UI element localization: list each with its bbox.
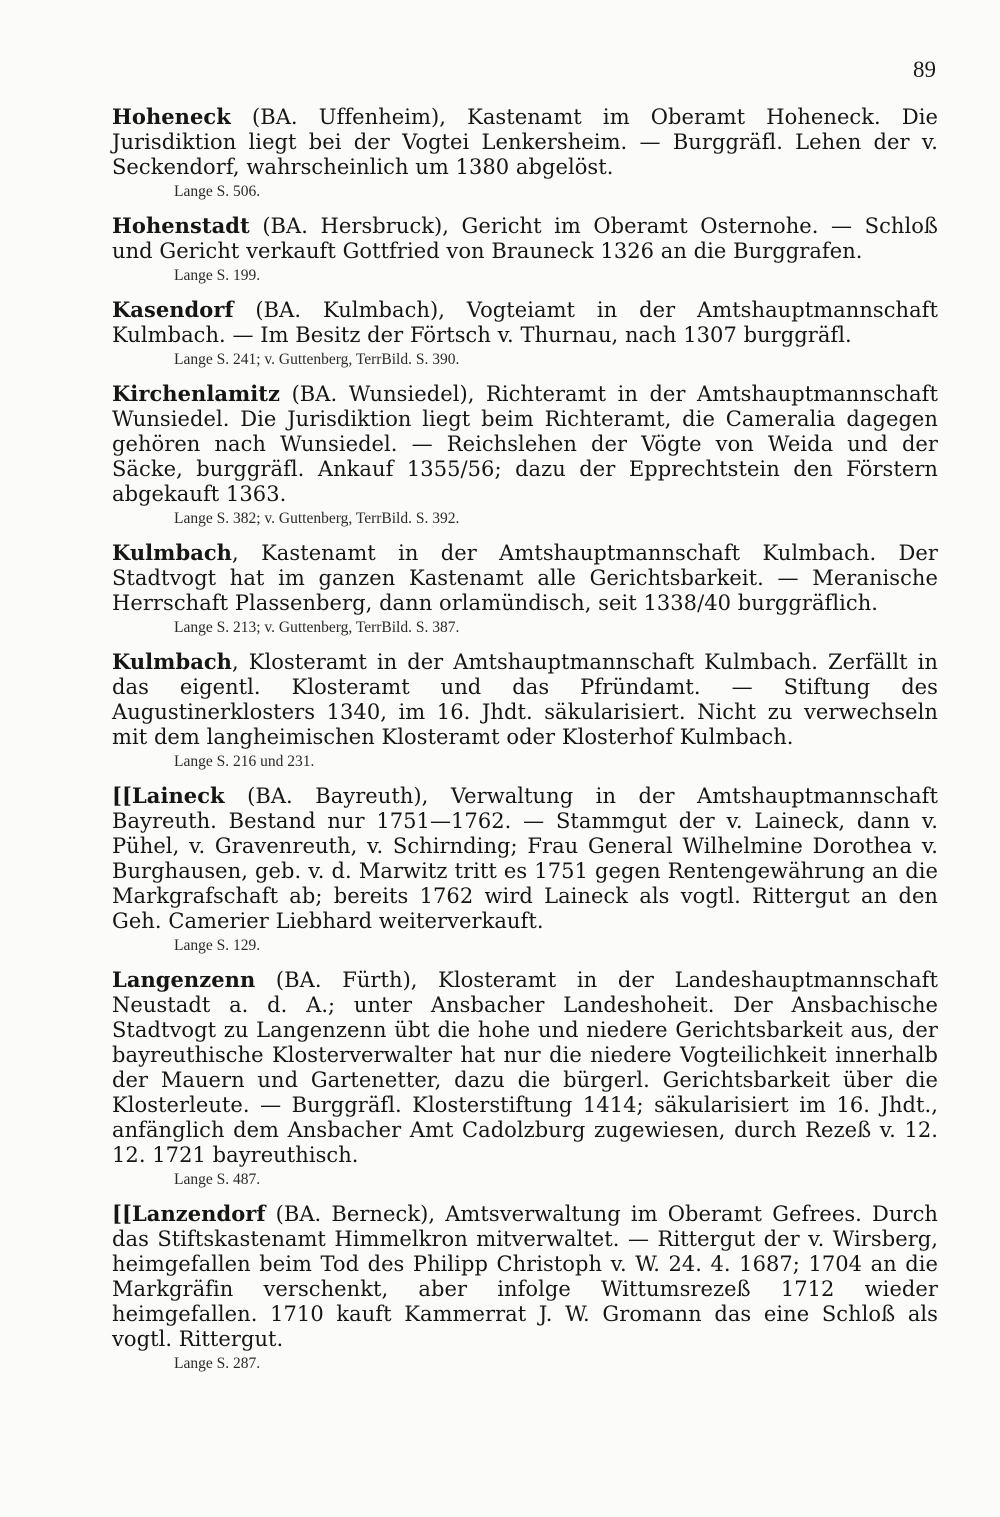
entry-source: Lange S. 382; v. Guttenberg, TerrBild. S. 392. (174, 510, 460, 527)
entry-headword: Hohenstadt (112, 213, 250, 238)
entry-hoheneck (112, 104, 938, 201)
entry-source: Lange S. 487. (174, 1171, 261, 1188)
entry-headword: Kasendorf (112, 297, 234, 322)
entry-text (112, 1201, 938, 1352)
entry-body: (BA. Uffenheim), Kastenamt im Oberamt Hoheneck. Die Jurisdiktion liegt bei der Vogtei Lenkersheim. — Burggräfl. Lehen der v. Seckendorf, wahrscheinlich um 1380 abgelöst. (112, 105, 938, 179)
entry-source: Lange S. 129. (174, 937, 261, 954)
entry-body: (BA. Bayreuth), Verwaltung in der Amtshauptmannschaft Bayreuth. Bestand nur 1751—1762. — Stammgut der v. Laineck, dann v. Pühel, v. Gravenreuth, v. Schirnding; Frau General Wilhelmine Dorothea v. Burghausen, geb. v. d. Marwitz tritt es 1751 gegen Rentengewährung an die Markgrafschaft ab; bereits 1762 wird Laineck als vogtl. Rittergut an den Geh. Camerier Liebhard weiterverkauft. (112, 784, 938, 933)
entry-headword: [[Laineck (112, 783, 225, 808)
entry-hohenstadt (112, 213, 938, 285)
entry-headword: [[Lanzendorf (112, 1201, 266, 1226)
entry-headword: Hoheneck (112, 104, 231, 129)
entry-source: Lange S. 506. (174, 183, 261, 200)
entry-text (112, 649, 938, 750)
entry-langenzenn (112, 967, 938, 1189)
entry-list (112, 104, 938, 1385)
entry-text (112, 213, 938, 264)
entry-text (112, 104, 938, 180)
page-number: 89 (913, 57, 936, 82)
entry-headword: Kulmbach (112, 649, 233, 674)
entry-text (112, 297, 938, 348)
entry-text (112, 967, 938, 1168)
entry-kulmbach-kastenamt (112, 540, 938, 637)
entry-headword: Langenzenn (112, 967, 256, 992)
entry-body: (BA. Kulmbach), Vogteiamt in der Amtshauptmannschaft Kulmbach. — Im Besitz der Förtsch v. Thurnau, nach 1307 burggräfl. (112, 298, 938, 347)
entry-lanzendorf (112, 1201, 938, 1373)
entry-source: Lange S. 213; v. Guttenberg, TerrBild. S. 387. (174, 619, 460, 636)
entry-headword: Kulmbach (112, 540, 233, 565)
entry-body: (BA. Hersbruck), Gericht im Oberamt Osternohe. — Schloß und Gericht verkauft Gottfried von Brauneck 1326 an die Burggrafen. (112, 214, 938, 263)
entry-source: Lange S. 241; v. Guttenberg, TerrBild. S. 390. (174, 351, 460, 368)
entry-body: , Kastenamt in der Amtshauptmannschaft Kulmbach. Der Stadtvogt hat im ganzen Kastenamt alle Gerichtsbarkeit. — Meranische Herrschaft Plassenberg, dann orlamündisch, seit 1338/40 burggräflich. (112, 541, 938, 615)
entry-text (112, 783, 938, 934)
entry-headword: Kirchenlamitz (112, 381, 281, 406)
entry-kirchenlamitz (112, 381, 938, 528)
entry-source: Lange S. 287. (174, 1355, 261, 1372)
entry-source: Lange S. 216 und 231. (174, 753, 315, 770)
entry-source: Lange S. 199. (174, 267, 261, 284)
entry-text (112, 381, 938, 507)
entry-body: , Klosteramt in der Amtshauptmannschaft Kulmbach. Zerfällt in das eigentl. Klosteramt und das Pfründamt. — Stiftung des Augustinerklosters 1340, im 16. Jhdt. säkularisiert. Nicht zu verwechseln mit dem langheimischen Klosteramt oder Klosterhof Kulmbach. (112, 650, 938, 749)
entry-body: (BA. Fürth), Klosteramt in der Landeshauptmannschaft Neustadt a. d. A.; unter Ansbacher Landeshoheit. Der Ansbachische Stadtvogt zu Langenzenn übt die hohe und niedere Gerichtsbarkeit aus, der bayreuthische Klosterverwalter hat nur die niedere Vogteilichkeit innerhalb der Mauern und Gartenetter, dazu die bürgerl. Gerichtsbarkeit über die Klosterleute. — Burggräfl. Klosterstiftung 1414; säkularisiert im 16. Jhdt., anfänglich dem Ansbacher Amt Cadolzburg zugewiesen, durch Rezeß v. 12. 12. 1721 bayreuthisch. (112, 968, 938, 1167)
entry-text (112, 540, 938, 616)
entry-laineck (112, 783, 938, 955)
entry-kasendorf (112, 297, 938, 369)
entry-body: (BA. Wunsiedel), Richteramt in der Amtshauptmannschaft Wunsiedel. Die Jurisdiktion liegt beim Richteramt, die Cameralia dagegen gehören nach Wunsiedel. — Reichslehen der Vögte von Weida und der Säcke, burggräfl. Ankauf 1355/56; dazu der Epprechtstein den Förstern abgekauft 1363. (112, 382, 938, 506)
entry-kulmbach-klosteramt (112, 649, 938, 771)
entry-body: (BA. Berneck), Amtsverwaltung im Oberamt Gefrees. Durch das Stiftskastenamt Himmelkron mitverwaltet. — Rittergut der v. Wirsberg, heimgefallen beim Tod des Philipp Christoph v. W. 24. 4. 1687; 1704 an die Markgräfin verschenkt, aber infolge Wittumsrezeß 1712 wieder heimgefallen. 1710 kauft Kammerrat J. W. Gromann das eine Schloß als vogtl. Rittergut. (112, 1202, 938, 1351)
